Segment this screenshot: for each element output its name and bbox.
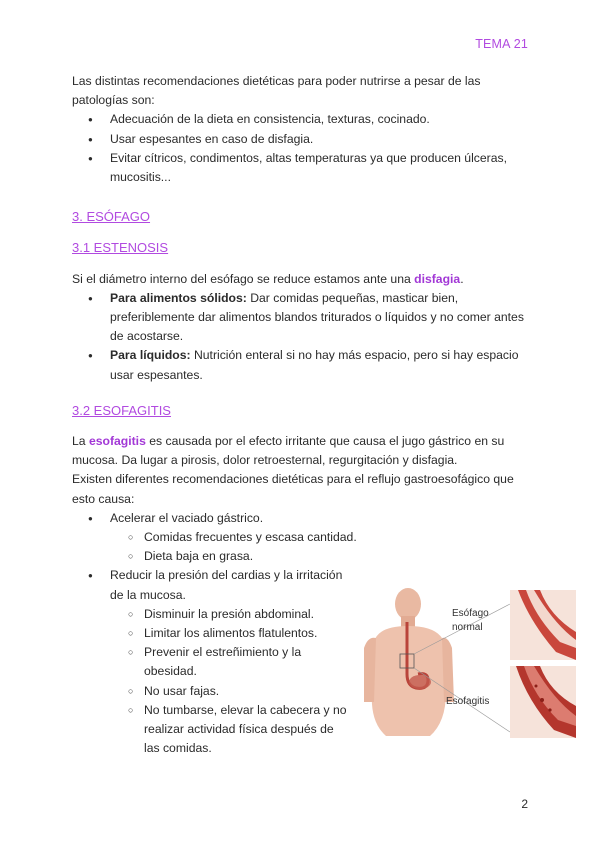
list-item <box>72 289 532 347</box>
list-item: ○ Prevenir el estreñimiento y la obesidad. <box>72 643 352 681</box>
list-item: ○ No tumbarse, elevar la cabecera y no realizar actividad física después de las comidas. <box>72 701 352 759</box>
list-item: ○ Dieta baja en grasa. <box>72 547 532 566</box>
esofagitis-paragraph <box>72 432 532 470</box>
intro-list <box>72 110 532 187</box>
bullet-text: Acelerar el vaciado gástrico. <box>110 510 264 525</box>
reflux-sublist-2 <box>72 605 352 759</box>
list-item <box>72 509 532 528</box>
text-run: La <box>72 434 89 449</box>
bullet-label: Para alimentos sólidos: <box>110 290 247 305</box>
section-heading-esofagitis: 3.2 ESOFAGITIS <box>72 402 171 418</box>
section-heading-esofago: 3. ESÓFAGO <box>72 209 151 225</box>
bullet-text: Dar comidas pequeñas, masticar bien, preferiblemente dar alimentos blandos triturados o líquidos y no comer antes de acostarse. <box>110 290 524 344</box>
list-item: ● Reducir la presión del cardias y la irritación de la mucosa. <box>72 566 352 604</box>
list-item <box>72 346 532 384</box>
highlight-term-esofagitis: esofagitis <box>88 434 146 449</box>
list-item: ● Adecuación de la dieta en consistencia, texturas, cocinado. <box>72 110 532 129</box>
list-item: ○ No usar fajas. <box>72 682 352 701</box>
estenosis-paragraph <box>72 270 532 289</box>
esofagitis-panel <box>510 666 576 738</box>
reflux-list <box>72 509 532 528</box>
list-item: ○ Disminuir la presión abdominal. <box>72 605 352 624</box>
text-run: Si el diámetro interno del esófago se reduce estamos ante una <box>72 271 415 286</box>
text-run: . <box>460 271 464 286</box>
esophagus-illustration <box>360 582 576 738</box>
normal-esophagus-panel <box>510 590 576 660</box>
label-esofagitis: Esofagitis <box>446 696 490 707</box>
chapter-tag: TEMA 21 <box>475 37 528 51</box>
section-heading-estenosis: 3.1 ESTENOSIS <box>72 240 169 256</box>
text-run: es causada por el efecto irritante que causa el jugo gástrico en su mucosa. Da lugar a pirosis, dolor retroesternal, regurgitación y disfagia. <box>72 434 505 468</box>
bullet-label: Para líquidos: <box>110 348 191 363</box>
list-item: ○ Comidas frecuentes y escasa cantidad. <box>72 528 532 547</box>
label-normal: normal <box>452 622 483 633</box>
reflux-paragraph: Existen diferentes recomendaciones dietéticas para el reflujo gastroesofágico que esto causa: <box>72 472 514 506</box>
list-item: ○ Limitar los alimentos flatulentos. <box>72 624 352 643</box>
intro-paragraph: Las distintas recomendaciones dietéticas para poder nutrirse a pesar de las patologías son: <box>72 74 481 108</box>
estenosis-list <box>72 289 532 385</box>
page-number: 2 <box>521 797 528 811</box>
bullet-text: Nutrición enteral si no hay más espacio, pero si hay espacio usar espesantes. <box>110 348 519 382</box>
reflux-list-2 <box>72 566 352 604</box>
list-item: ● Usar espesantes en caso de disfagia. <box>72 130 532 149</box>
highlight-term-disfagia: disfagia <box>414 271 461 286</box>
label-esofago: Esófago <box>452 608 489 619</box>
reflux-sublist-1 <box>72 528 532 566</box>
list-item: ● Evitar cítricos, condimentos, altas temperaturas ya que producen úlceras, mucositis... <box>72 149 532 187</box>
